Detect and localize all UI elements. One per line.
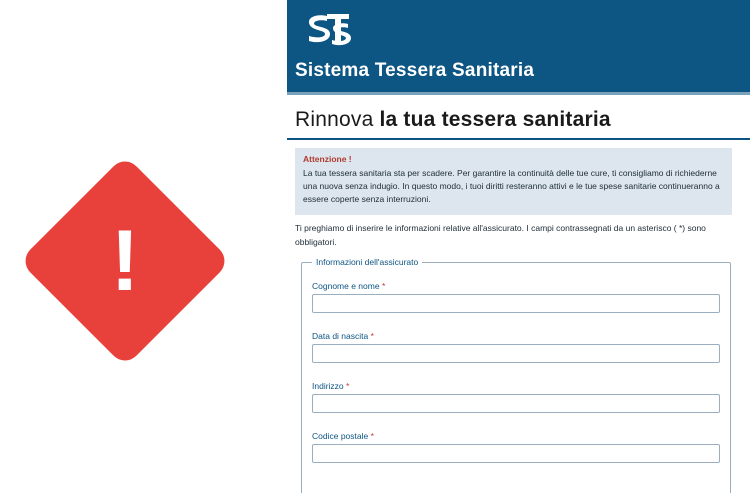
label-surname-and-name [312,281,720,291]
notice-body: La tua tessera sanitaria sta per scadere. Per garantire la continuità delle tue cure, ti consigliamo di richiederne una nuova senza indugio. In questo modo, i tuoi diritti resteranno attivi e le tue spese sanitarie continueranno a essere coperte senza interruzioni. [303,168,720,205]
label-text: Cognome e nome [312,281,380,291]
site-header [287,0,750,92]
postal-code-input[interactable] [312,444,720,463]
label-text: Codice postale [312,431,369,441]
fieldset-legend: Informazioni dell'assicurato [312,257,422,267]
page-title-bold: la tua tessera sanitaria [379,108,611,131]
required-marker: * [370,331,374,341]
alert-panel [0,0,287,493]
label-date-of-birth [312,331,720,341]
field-address [312,381,720,413]
required-marker: * [370,431,374,441]
form-intro-text: Ti preghiamo di inserire le informazioni relative all'assicurato. I campi contrassegnati da un asterisco ( *) sono obbligatori. [295,223,706,247]
notice-title: Attenzione ! [303,154,352,164]
title-underline [287,138,750,140]
field-surname-and-name [312,281,720,313]
required-marker: * [346,381,350,391]
address-input[interactable] [312,394,720,413]
surname-and-name-input[interactable] [312,294,720,313]
sts-logo-icon[interactable] [297,8,357,56]
page-title [295,108,611,132]
header-divider [287,92,750,95]
date-of-birth-input[interactable] [312,344,720,363]
insured-information-fieldset [301,257,731,493]
field-postal-code [312,431,720,463]
label-text: Indirizzo [312,381,344,391]
webpage-content [287,0,750,493]
label-postal-code [312,431,720,441]
page-title-regular: Rinnova [295,108,380,131]
site-brand-title: Sistema Tessera Sanitaria [295,60,535,81]
required-marker: * [381,281,386,291]
field-date-of-birth [312,331,720,363]
warning-notice [295,148,732,215]
label-address [312,381,720,391]
label-text: Data di nascita [312,331,369,341]
exclamation-mark-glyph: ! [110,213,140,309]
